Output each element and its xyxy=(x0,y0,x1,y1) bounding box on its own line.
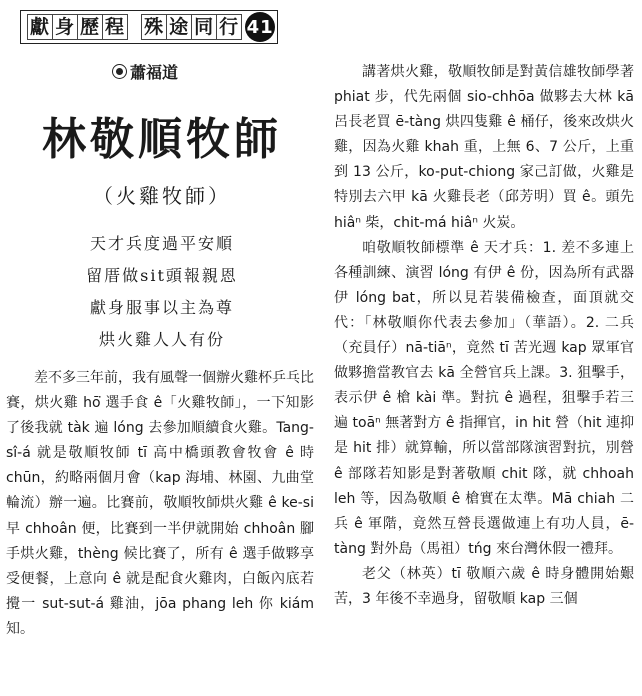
series-char: 行 xyxy=(216,14,242,40)
series-header xyxy=(20,10,278,44)
article-title: 林敬順牧師 xyxy=(42,114,282,165)
poem xyxy=(12,228,312,356)
series-number-badge: 41 xyxy=(245,12,275,42)
poem-line: 留厝做sit頭報親恩 xyxy=(86,266,238,285)
series-char: 程 xyxy=(102,14,128,40)
paragraph: 差不多三年前，我有風聲一個辦火雞杯乒乓比賽，烘火雞 hō͘ 選手食 ê「火雞牧師」，一下知影了後我就 tàk 遍 lóng 去參加順續食火雞。Tang-sî-á 就是敬順牧師 tī 高中橋頭教會牧會 ê 時 chūn，約略兩個月會（kap 海埔、林園、九曲堂輪流）辦一遍。比賽前，敬順牧師烘火雞 ê ke-si 早 chhoân 便，比賽到一半伊就開始 chhoân 腳手烘火雞，thèng 候比賽了，所有 ê 選手做夥享受便餐，上意向 ê 就是配食火雞肉，白飯內底若攪一 sut-sut-á 雞油，jōa phang leh 你 kiám 知。 xyxy=(6,370,314,637)
poem-line: 烘火雞人人有份 xyxy=(98,330,225,349)
right-body-text xyxy=(334,60,634,612)
left-body-text xyxy=(6,366,314,642)
poem-line: 天才兵度過平安順 xyxy=(89,234,234,253)
paragraph: 咱敬順牧師標準 ê 天才兵：1. 差不多連上各種訓練、演習 lóng 有伊 ê 份，因為所有武器伊 lóng bat，所以見若裝備檢查，面頂就交代：「林敬順你代表去參加」（華語）。2. 二兵（充員仔）nā-tiāⁿ，竟然 tī 苦光週 kap 眾軍官做夥擔當教官去 kā 全營官兵上課。3. 狙擊手，表示伊 ê 槍 kài 準。對抗 ê 過程，狙擊手若三遍 toāⁿ 無著對方 ê 指揮官，in hit 營（hit 連抑是 hit 排）就算輸，所以當部隊演習對抗，別營 ê 部隊若知影是對著敬順 chit 隊，就 chhoah leh 等，因為敬順 ê 槍實在太準。Mā chiah 二兵 ê 軍階，竟然互營長選做連上有功人員，ē-tàng 對外島（馬祖）tńg 來台灣休假一禮拜。 xyxy=(334,239,634,557)
series-char: 身 xyxy=(52,14,78,40)
series-char: 途 xyxy=(166,14,192,40)
series-char: 獻 xyxy=(27,14,53,40)
article-subtitle: （火雞牧師） xyxy=(93,184,231,208)
series-char: 同 xyxy=(191,14,217,40)
left-column xyxy=(0,0,318,696)
poem-line: 獻身服事以主為尊 xyxy=(89,298,234,317)
right-column xyxy=(334,0,634,696)
author-name: 蕭福道 xyxy=(130,63,179,82)
bullet-icon xyxy=(112,64,127,79)
series-part-2 xyxy=(141,14,241,40)
series-part-1 xyxy=(27,14,127,40)
paragraph: 講著烘火雞，敬順牧師是對黃信雄牧師學著 phiat 步，代先兩個 sio-chhōa 做夥去大林 kā 呂長老買 ē-tàng 烘四隻雞 ê 桶仔，後來改烘火雞，因為火雞 khah 重，上無 6、7 公斤，上重到 13 公斤，ko-put-chiong 家己訂做，火雞是特別去六甲 kā 火雞長老（邱芳明）買 ê。頭先 hiâⁿ 柴，chit-má hiâⁿ 火炭。 xyxy=(334,64,634,231)
series-char: 歷 xyxy=(77,14,103,40)
series-char: 殊 xyxy=(141,14,167,40)
paragraph: 老父（林英）tī 敬順六歲 ê 時身體開始艱苦，3 年後不幸過身，留敬順 kap 三個 xyxy=(334,565,634,607)
author-byline xyxy=(112,60,178,83)
